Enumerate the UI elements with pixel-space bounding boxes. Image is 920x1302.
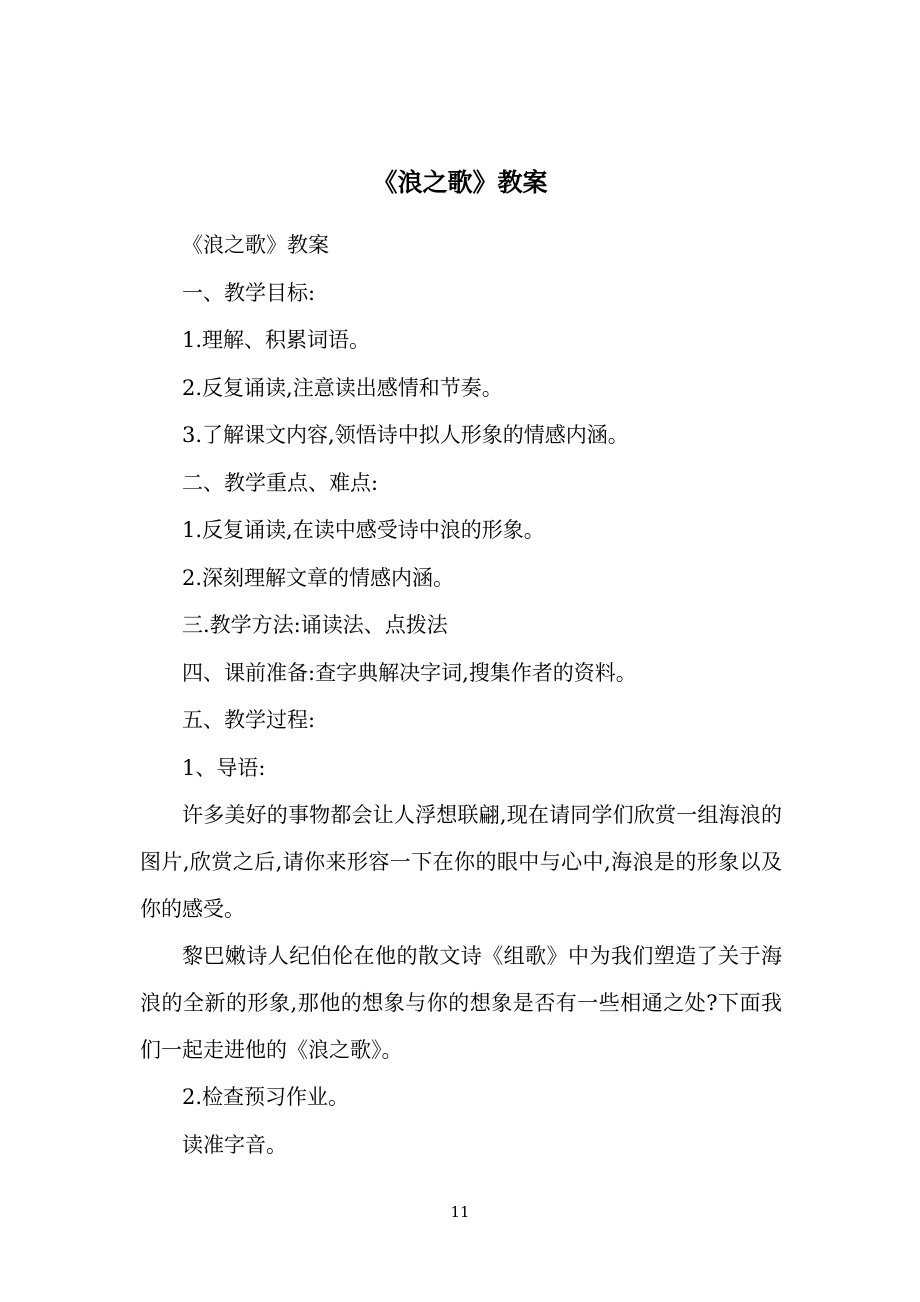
paragraph: 2.检查预习作业。 (182, 1085, 350, 1109)
paragraph: 一、教学目标: (182, 280, 316, 305)
paragraph: 许多美好的事物都会让人浮想联翩,现在请同学们欣赏一组海浪的图片,欣赏之后,请你来形容一下在你的眼中与心中,海浪是的形象以及你的感受。 (140, 803, 782, 921)
paragraph: 1.反复诵读,在读中感受诗中浪的形象。 (182, 518, 545, 542)
paragraph: 《浪之歌》教案 (182, 233, 329, 257)
paragraph: 五、教学过程: (182, 708, 316, 732)
paragraph: 2.反复诵读,注意读出感情和节奏。 (182, 375, 503, 400)
document-body (140, 226, 782, 1173)
paragraph: 1.理解、积累词语。 (182, 328, 371, 352)
paragraph: 四、课前准备:查字典解决字词,搜集作者的资料。 (182, 660, 637, 685)
paragraph: 三.教学方法:诵读法、点拨法 (182, 613, 448, 637)
page-number: 11 (450, 1203, 470, 1221)
paragraph: 黎巴嫩诗人纪伯伦在他的散文诗《组歌》中为我们塑造了关于海浪的全新的形象,那他的想象与你的想象是否有一些相通之处?下面我们一起走进他的《浪之歌》。 (140, 944, 782, 1062)
paragraph: 1、导语: (182, 755, 266, 780)
paragraph: 读准字音。 (182, 1132, 287, 1157)
paragraph: 二、教学重点、难点: (182, 470, 379, 495)
paragraph: 2.深刻理解文章的情感内涵。 (182, 565, 455, 590)
paragraph: 3.了解课文内容,领悟诗中拟人形象的情感内涵。 (182, 423, 629, 447)
document-title: 《浪之歌》教案 (372, 167, 548, 197)
